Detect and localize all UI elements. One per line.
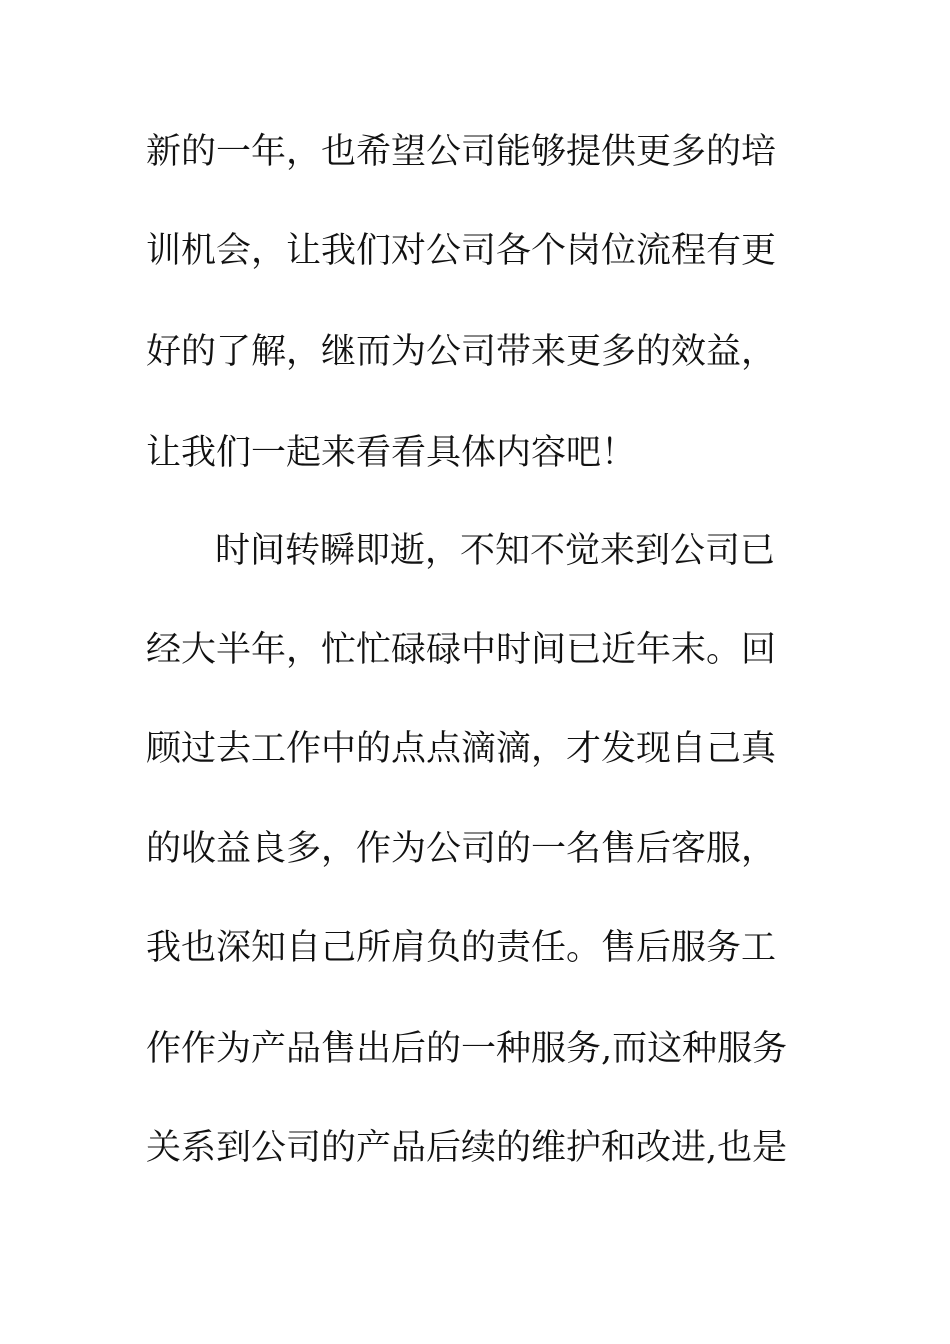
text-line: 好的了解，继而为公司带来更多的效益， [146,332,777,372]
text-line: 我也深知自己所肩负的责任。售后服务工 [146,928,777,968]
text-line: 经大半年，忙忙碌碌中时间已近年末。回 [146,630,777,670]
paragraph-first-line: 时间转瞬即逝，不知不觉来到公司已 [215,531,776,571]
text-line: 新的一年，也希望公司能够提供更多的培 [146,132,777,172]
text-line: 的收益良多，作为公司的一名售后客服， [146,829,777,869]
text-line: 让我们一起来看看具体内容吧！ [146,433,637,473]
text-line: 关系到公司的产品后续的维护和改进,也是 [146,1128,788,1168]
text-line: 训机会，让我们对公司各个岗位流程有更 [146,231,777,271]
text-line: 顾过去工作中的点点滴滴，才发现自己真 [146,729,777,769]
text-line: 作作为产品售出后的一种服务,而这种服务 [146,1029,788,1069]
